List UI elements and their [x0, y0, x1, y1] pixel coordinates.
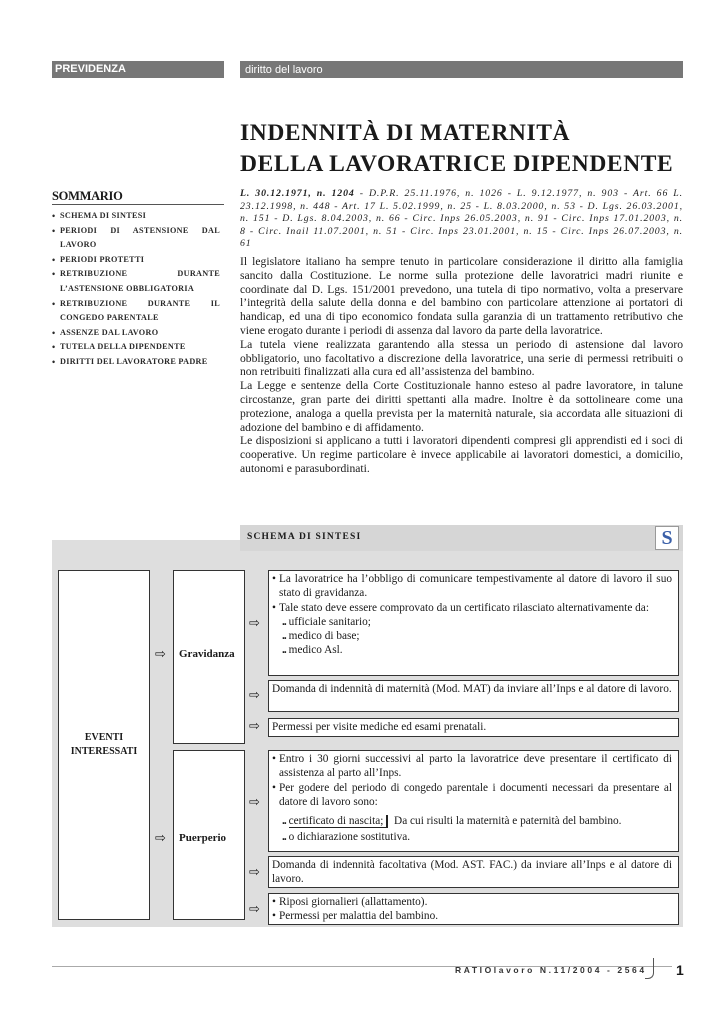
dots-icon: .. — [282, 630, 286, 643]
sommario-list — [52, 209, 220, 370]
title-line-1: INDENNITÀ DI MATERNITÀ — [240, 120, 571, 146]
birth-certificate-note: Da cui risulti la maternità e paternità del bambino. — [394, 815, 622, 828]
section-header — [52, 61, 224, 78]
dots-icon: .. — [282, 644, 286, 657]
sub-item — [272, 643, 672, 657]
body-paragraph: La tutela viene realizzata garantendo alla stessa un periodo di astensione dal lavoro obbligatorio, uno facoltativo a discrezione della lavoratrice, una serie di permessi retribuiti o non retribuiti finalizzati alla cura ed all’assistenza del bambino. — [240, 337, 683, 379]
category-header — [240, 61, 683, 78]
sub-item — [272, 629, 672, 643]
sommario-item[interactable]: • DIRITTI DEL LAVORATORE PADRE — [52, 355, 220, 370]
arrow-right-icon: ⇨ — [249, 795, 260, 810]
sommario-item[interactable]: • PERIODI DI ASTENSIONE DAL LAVORO — [52, 224, 220, 253]
gravidanza-label: Gravidanza — [179, 648, 235, 660]
schema-s-icon: S — [655, 526, 679, 550]
gravidanza-obligations-box — [268, 570, 679, 676]
sommario-item[interactable]: • SCHEMA DI SINTESI — [52, 209, 220, 224]
sub-item — [272, 830, 672, 844]
arrow-right-icon: ⇨ — [249, 719, 260, 734]
body-paragraph: La Legge e sentenze della Corte Costituzionale hanno esteso al padre lavoratore, in talune circostanze, gran parte dei diritti spettanti alla madre. Inoltre è da sottolineare come una protezione, analoga a quella prevista per la maternità naturale, sia accordata alle situazioni di adozione del bambino e di affidamento. — [240, 379, 683, 434]
legal-references — [240, 188, 683, 251]
bullet-item: • La lavoratrice ha l’obbligo di comunicare tempestivamente al datore di lavoro il suo stato di gravidanza. — [272, 572, 672, 601]
arrow-right-icon: ⇨ — [155, 647, 166, 662]
puerperio-label: Puerperio — [179, 832, 227, 844]
events-label-line-2: INTERESSATI — [70, 746, 138, 757]
sommario-item[interactable]: • RETRIBUZIONE DURANTE IL CONGEDO PARENTALE — [52, 297, 220, 326]
sommario-heading: SOMMARIO — [52, 189, 123, 203]
body-paragraph: Le disposizioni si applicano a tutti i lavoratori dipendenti compresi gli apprendisti ed i soci di cooperative. Un regime particolare è invece applicabile ai lavoratori domestici, a domicilio, autonomi e parasubordinati. — [240, 434, 683, 475]
sub-item — [272, 814, 672, 828]
body-paragraph: Il legislatore italiano ha sempre tenuto in particolare considerazione il diritto alla famiglia sancito dalla Costituzione. Le norme sulla protezione delle lavoratrici madri riunite e coordinate dal D. Lgs. 151/2001 prevedono, una tutela di tipo normativo, volta a preservare l’integrità della salute della donna e del bambino con particolare attenzione ai portatori di handicap, ed una di tipo economico fondata sulla garanzia di un trattamento retributivo che viene erogato durante i periodi di assenza dal lavoro da parte della lavoratrice. — [240, 255, 683, 337]
references-lead: L. 30.12.1971, n. 1204 — [240, 188, 355, 199]
gravidanza-permits-box: Permessi per visite mediche ed esami prenatali. — [268, 718, 679, 737]
bullet-item: • Tale stato deve essere comprovato da un certificato rilasciato alternativamente da: — [272, 601, 672, 615]
sub-item-text: ufficiale sanitario; — [288, 615, 371, 628]
puerperio-request-box: Domanda di indennità facoltativa (Mod. AST. FAC.) da inviare all’Inps e al datore di lavoro. — [268, 856, 679, 888]
sommario-item[interactable]: • ASSENZE DAL LAVORO — [52, 326, 220, 341]
gravidanza-request-box: Domanda di indennità di maternità (Mod. MAT) da inviare all’Inps e al datore di lavoro. — [268, 680, 679, 712]
puerperio-obligations-box — [268, 750, 679, 852]
sommario-item[interactable]: • RETRIBUZIONE DURANTE L’ASTENSIONE OBBLIGATORIA — [52, 267, 220, 296]
arrow-right-icon: ⇨ — [249, 902, 260, 917]
events-label — [58, 731, 150, 759]
dots-icon: .. — [282, 815, 286, 828]
bullet-item: • Entro i 30 giorni successivi al parto la lavoratrice deve presentare il certificato di assistenza al parto all’Inps. — [272, 752, 672, 781]
arrow-right-icon: ⇨ — [249, 616, 260, 631]
title-line-2: DELLA LAVORATRICE DIPENDENTE — [240, 151, 674, 177]
page-number: 1 — [676, 962, 684, 978]
arrow-right-icon: ⇨ — [249, 688, 260, 703]
bullet-item: • Per godere del periodo di congedo parentale i documenti necessari da presentare al datore di lavoro sono: — [272, 781, 672, 810]
footer-journal: RATIOlavoro N.11/2004 - 2564 — [455, 965, 647, 975]
sub-item-text: medico di base; — [288, 630, 360, 643]
sub-item-text: o dichiarazione sostitutiva. — [288, 831, 411, 844]
birth-certificate-text: certificato di nascita; — [289, 815, 389, 828]
bullet-item: • Riposi giornalieri (allattamento). — [272, 895, 672, 909]
page-title — [240, 118, 690, 180]
events-label-line-1: EVENTI — [84, 732, 124, 743]
bullet-item: • Permessi per malattia del bambino. — [272, 909, 672, 923]
footer-bracket — [645, 958, 654, 979]
sommario-item[interactable]: • PERIODI PROTETTI — [52, 253, 220, 268]
sub-item-text: medico Asl. — [288, 644, 343, 657]
schema-heading: SCHEMA DI SINTESI — [247, 532, 362, 542]
sommario-divider — [52, 204, 224, 205]
article-body — [240, 255, 683, 476]
sommario-item[interactable]: • TUTELA DELLA DIPENDENTE — [52, 340, 220, 355]
sub-item — [272, 615, 672, 629]
section-label: PREVIDENZA — [55, 63, 126, 75]
arrow-right-icon: ⇨ — [249, 865, 260, 880]
arrow-right-icon: ⇨ — [155, 831, 166, 846]
references-rest: - D.P.R. 25.11.1976, n. 1026 - L. 9.12.1977, n. 903 - Art. 66 L. 23.12.1998, n. 448 - Art. 17 L. 5.02.1999, n. 25 - L. 8.03.2000, n. 53 - D. Lgs. 26.03.2001, n. 151 - D. Lgs. 8.04.2003, n. 66 - Circ. Inps 26.05.2003, n. 91 - Circ. Inps 17.01.2003, n. 8 - Circ. Inail 11.07.2001, n. 51 - Circ. Inps 23.01.2001, n. 15 - Circ. Inps 26.07.2003, n. 61 — [240, 188, 683, 250]
dots-icon: .. — [282, 831, 286, 844]
puerperio-permits-box — [268, 893, 679, 925]
category-label: diritto del lavoro — [245, 64, 323, 76]
dots-icon: .. — [282, 615, 286, 628]
